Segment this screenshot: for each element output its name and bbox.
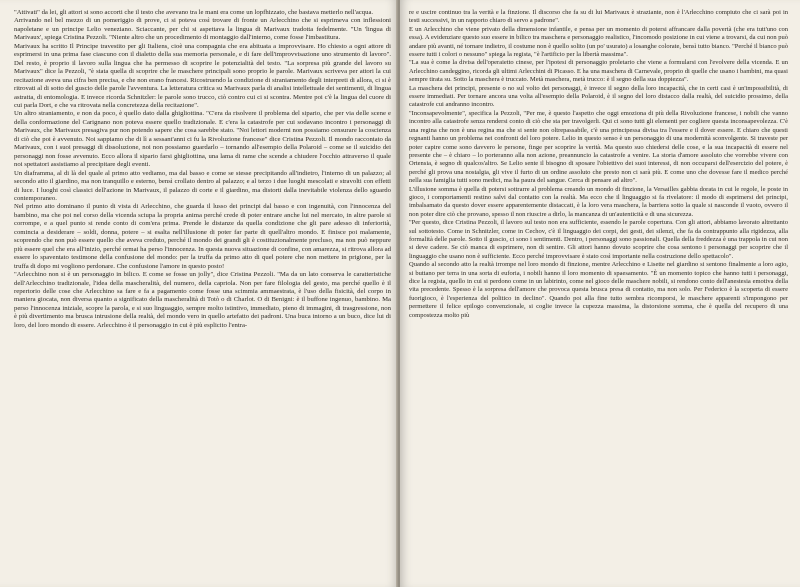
paragraph: "La sua è come la divisa dell'operaietto cinese, per l'ipotesi di personaggio proletario che viene a formularsi con l'evolvere della vicenda. E un Arlecchino candeggino, ricorda gli ultimi Arlecchini di Picasso. E ha una maschera di Carnevale, proprio di quelle che usano i bambini, ma quasi sempre tirata su. Sotto la maschera è truccato. Metà maschera, metà trucco: è il segno della sua doppiezza". [409,59,788,84]
paragraph: "Arlecchino non si è un personaggio in bilico. E come se fosse un jolly", dice Cristina Pezzoli. "Ma da un lato conserva le caratteristiche dell'Arlecchino tradizionale, l'idea della mascheralità, del numero, della capriola. Non per fare filologia del gesto, ma perché quello è il repertorio delle cose che Arlecchino sa fare e fa a pagamento come fosse una scimmia ammaestrata, è l'uso della fisicità, del corpo in maniera giocata, non diversa quanto a significato della mascheralità di Totò o di Charlot. O di Benigni: è il buffone ingenuo, bambino. Ma perso l'innocenza iniziale, scopre la parola, e si suo linguaggio, sempre molto istintivo, immediato, pieno di immagini, di trasgressione, non è più divertimento ma brusca intrusione della realtà, del mondo vero in quello artefatto dei padroni. Una buca intorno a un buco, dice lui di loro, del loro mondo di essere. Arlecchino è il personaggio in cui è più esplicito l'entra- [14,271,391,329]
paragraph: Marivaux ha scritto Il Principe travestito per gli Italiens, cioè una compagnia che era abituata a improvvisare. Ho chiesto a ogni attore di esprimersi in una prima fase ciascuno con il dialetto della sua memoria personale, e di fare dell'improvvisazione uno strumento di lavoro". Del resto, è proprio il lavoro sulla lingua che ha permesso di scoprire le potenzialità del testo. "La sorpresa più grande del lavoro su Marivaux" dice la Pezzoli, "è stata quella di scoprire che le maschere principali sono proprio le parole. Marivaux scriveva per attori la cui recitazione aveva una cifra ben precisa, e che non erano francesi. Ricostruendo la condizione di straniamento degli interpreti di allora, ci si è ritrovati al di sotto del guscio delle parole l'avventura. La letteratura critica su Marivaux parla di analisi intellettuale dei sentimenti, di lingua astratta, di entomologia. E invece ricorda Schnitzler: le parole sono trucco, ciò contro cui ci si scontra. Mentre poi c'è la lingua del cuore di cui parla Dort, e che va ritrovata nella concretezza della recitazione". [14,42,391,109]
paragraph: "Attivati" da lei, gli attori si sono accorti che il testo che avevano tra le mani era come un lopfhizzato, che bastava metterlo nell'acqua. [14,9,374,16]
paragraph: Quando al secondo atto la realtà irrompe nel loro mondo di finzione, mentre Arlecchino e Lisette nel giardino si sentono finalmente a loro agio, si buttano per terra in una sorta di euforia, i nobili hanno il loro momento di spaesamento. "È un momento topico che hanno tutti i personaggi, dice la regista, quello in cui si perdono come in un labirinto, come nel gioco delle maschere nobili, si rendono conto dell'anestesia emotiva della vita precedente. Spesso è la sorpresa dell'amore che provoca questa brusca presa di contatto, ma non solo. Per Federico è la scoperta di essere fuorigioco, è l'esperienza del politico in declino". Quando poi alla fine tutto sembra ricomporsi, le maschere apparenti s'impongono per permettere il felice epilogo convenzionale, si coglie invece la cupezza massima, la distorsione somma, che è quella del recupero di una compostezza molto più [409,261,788,319]
paragraph: E un Arlecchino che viene privato della dimensione infantile, e pensa per un momento di potersi affrancare dalla povertà (che era tutt'uno con essa). A evidenziare questo suo essere in bilico tra maschera e personaggio realistico, l'incomodo posizione in cui viene a trovarsi, da cui non può andare più avanti, né tornare indietro, il costume non è quello solito (un po' usurato) a losanghe colorate, bensì tutto bianco. "Perché il bianco può essere tutti i colori o nessuno" spiega la regista, "è l'artificio per la libertà massima". [409,25,788,59]
paragraph: Un diaframma, al di là del quale al primo atto vediamo, ma dal basso e come se stesse precipitando all'indietro, l'interno di un palazzo; al secondo atto il giardino, ma non tranquillo e esterno, bensì crollato dentro al palazzo; e al terzo i due luoghi mescolati e stravolti con effetti di luce. I luoghi così classici dell'azione in Marivaux, il palazzo di corte e il giardino, ma distorti dalla inevitabile violenza dello sguardo contemporaneo. [14,169,391,202]
paragraph: L'illusione somma è quella di potersi sottrarre al problema creando un mondo di finzione, la Versailles gabbia dorata in cui le regole, le poste in gioco, i comportamenti restino salvi dal contatto con la realtà. Ma ecco che il linguaggio si fa rivelatore: il modo di esprimersi dei principi, imbalsamato da questo dover essere apparentemente distaccati, è la loro vera maschera, la barriera sotto la quale si nasconde il vuoto, ovvero il non poter dire ciò che provano, spesso il non riuscire a dirlo, la mancanza di un'autenticità e di una sicurezza. [409,185,788,218]
paragraph: La maschera dei principi, presente o no sul volto dei personaggi, è invece il segno della loro incapacità, che in certi casi è un'impossibilità, di essere immediati. Per tornare ancora una volta all'esempio della Polaroid, è il segno del loro distacco dalla realtà, del suicidio prossimo, della catastrofe cui andranno incontro. [409,84,788,109]
paragraph: re e uscire continuo tra la verità e la finzione. Il discorso che fa su di lui Marivaux è straziante, non è l'Arlecchino compiuto che ci sarà poi in testi successivi, in un rapporto chiaro di servo a padrone". [409,9,788,25]
right-page [400,0,800,587]
left-page [0,0,398,587]
paragraph: Nel primo atto dominano il punto di vista di Arlecchino, che guarda il lusso dei principi dal basso e con ingenuità, con l'innocenza del bambino, ma che poi nel corso della vicenda sciupa la propria anima perché crede di poter entrare anche lui nel mercato, in altre parole si corrompe, e a quel punto si rende conto di com'era prima. Prende le distanze da quella condizione che gli pare adesso di inferiorità, comincia a desiderare – soldi, donna, potere – si esalta nell'illusione di poter far parte di quell'altro mondo. E finisce poi malamente, scoprendo che non può essere quello che aveva creduto, perché il mondo dei grandi gli è costituzionalmente precluso, ma non può neppure più essere quel che era all'inizio, perché ormai ha perso l'innocenza. In questa nuova situazione di confine, con amarezza, si ritrova allora ad essere lo spaventato testimone della confusione del mondo: per la truffa da primo atto di quel potere che non mettere in prigione, per la truffa di dopo mi vogliono perdonare. Che confusione l'amore in questo posto! [14,203,391,270]
paragraph: "Per questo, dice Cristina Pezzoli, il lavoro sul testo non era sufficiente, essendo le parole copertura. Con gli attori, abbiamo lavorato altrettanto sul sottotesto. Come in Schnitzler, come in Cechov, c'è il linguaggio dei corpi, dei gesti, dei silenzi, che fa da contrappunto alla rigidezza, alla formalità delle parole. Sotto il guscio, ci sono i sentimenti. Dentro, i personaggi sono passionali. Quella della freddezza è una trappola in cui non si deve cadere. Se ciò manca di esprimere, non di sentire. Gli attori hanno dovuto scoprire che cosa sentono i personaggi per scoprire che il linguaggio che usano non è sufficiente. Ecco perché improvvisare è stato così importante nella costruzione dello spettacolo". [409,219,788,260]
paragraph: "Inconsapevolmente", specifica la Pezzoli, "Per me, è questo l'aspetto che oggi emoziona di più della Rivoluzione francese, i nobili che vanno incontro alla catastrofe senza rendersi conto di ciò che sta per travolgerli. Qui ci sono tutti gli elementi per cogliere questa inconsapevolezza. C'è una regina che non è una regina ma che si sente non oltrepassabile, c'è una principessa divisa tra l'essere e il dover essere. E chiaro che questi regnanti hanno un problema nei confronti del loro potere. Lelio in questo senso è un personaggio di una modernità sconvolgente. Si traveste per poter capire come sono davvero le persone, finge per scoprire la verità. Ma questo suo chiedersi delle cose, e la sua incapacità di essere nel presente che – è chiaro – lo porteranno alla non azione, preannuncio la catastrofe a venire. La storia d'amore assoluto che vorrebbe vivere con Ortensia, è segno di qualcos'altro. Se Lelio sente il bisogno di sposare l'obiettivo dei suoi interessi, di non occuparsi dell'esercizio del potere, è perché gli prova una nostalgia, gli vive il furto di un ordine assoluto che presto non ci sarà più. E come uno che dovesse fare il medico perché nella sua famiglia tutti sono medici, ma ha paura del sangue. Cerca di pensare ad altro". [409,109,788,185]
paragraph: Un altro straniamento, e non da poco, è quello dato dalla ghigliottina. "C'era da risolvere il problema del sipario, che per via delle scene e della conformazione del Carignano non poteva essere quello tradizionale. E c'era la catastrofe per cui sodavano incontro i personaggi di Marivaux, che Marivaux presagiva pur non potendo sapere che cosa sarebbe stato. "Noi lettori moderni non possiamo censurare la coscienza di ciò che poi è avvenuto. Noi sappiamo che di lì a sessant'anni ci fu la Rivoluzione francese" dice Cristina Pezzoli. Il mondo raccontato da Marivaux, con i suoi presaggi di dissoluzione, noi non possiamo guardarlo – tornando all'esempio della Polaroid – come se il suicidio dei personaggi non fosse avvenuto. Ecco allora il sipario farsi ghigliottina, una lama di rame che scende a chiudere l'occhio attraverso il quale noi spettatori assistiamo al precipitare degli eventi. [14,110,391,169]
paragraph: Arrivando nel bel mezzo di un pomeriggio di prove, ci si poteva così trovare di fronte un Arlecchino che si esprimeva con inflessioni napoletane e un principe Lelio veneziano. Sciaccante, per chi si aspettava la lingua di Marivaux tradotta fedelmente. "Un 'lingua di Marivaux', spiega Cristina Pezzoli. "Niente altro che un procedimento di montaggio dall'interno, come fosse l'imbastitura. [14,17,391,42]
